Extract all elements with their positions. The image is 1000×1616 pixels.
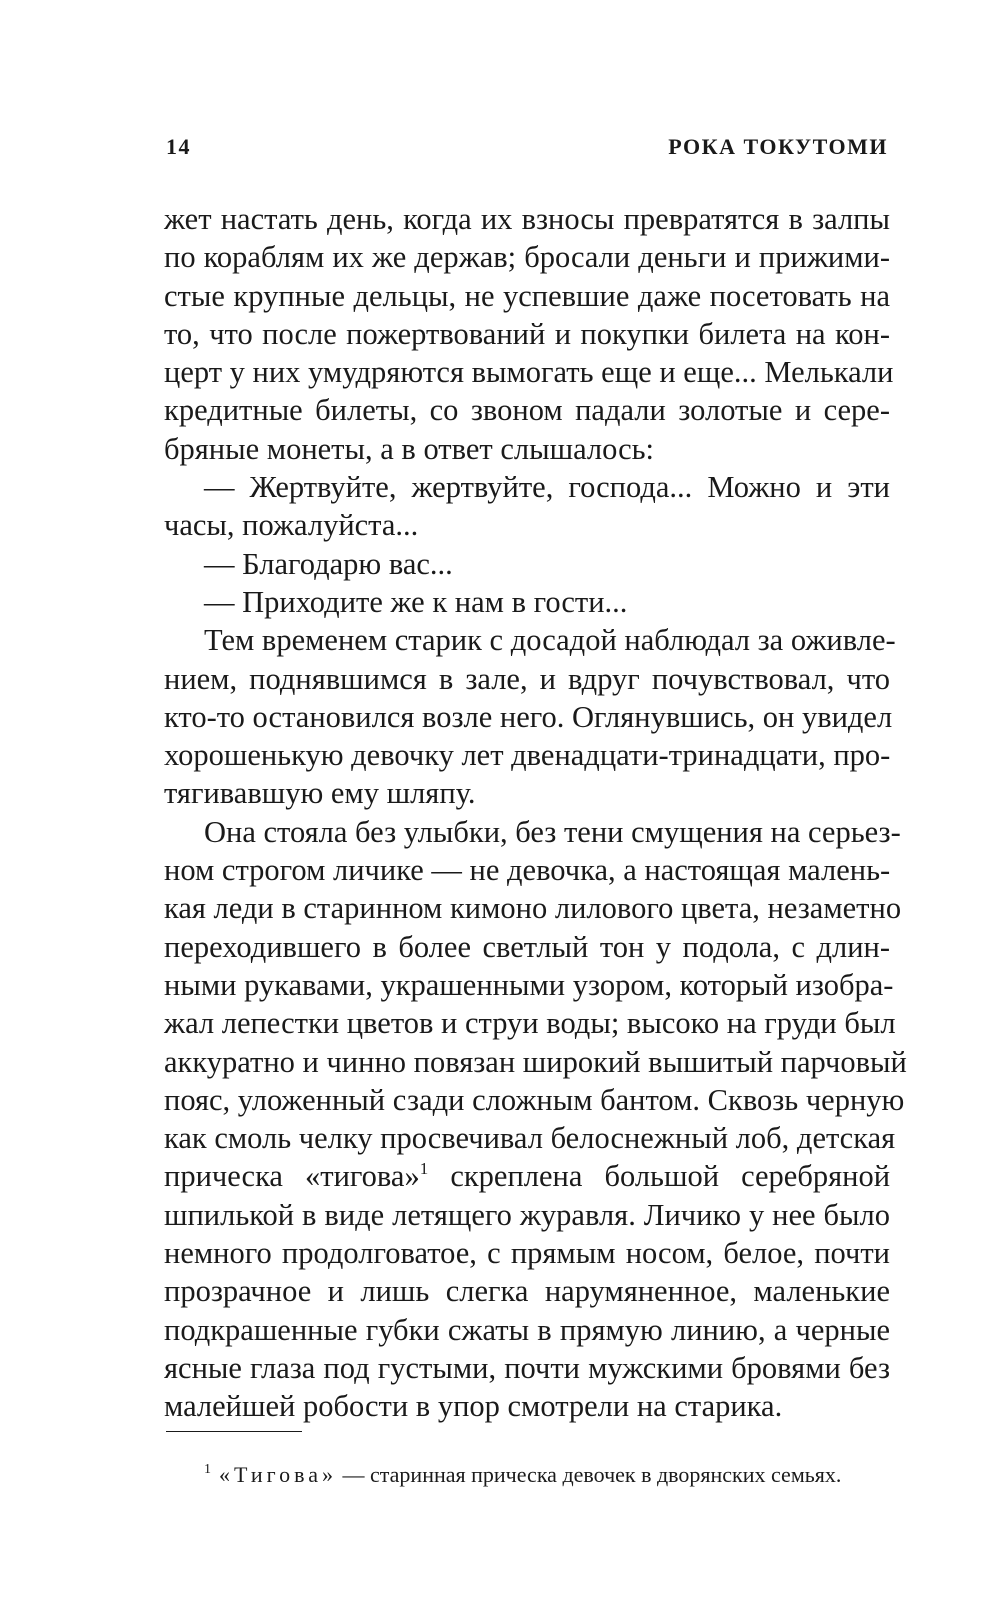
- footnote-divider: [166, 1431, 302, 1432]
- running-title: РОКА ТОКУТОМИ: [668, 134, 888, 159]
- paragraph-start: Тем временем старик с досадой наблюдал за оживле-: [204, 623, 896, 658]
- text-fragment: скреплена большой серебряной: [450, 1159, 891, 1194]
- paragraph-start: Она стояла без улыбки, без тени смущения на серьез-: [204, 814, 901, 849]
- text-line: кредитные билеты, со звоном падали золотые и сере-: [164, 393, 890, 428]
- text-line: переходившего в более светлый тон у подола, с длин-: [164, 929, 890, 964]
- dialogue-line: — Приходите же к нам в гости...: [204, 584, 628, 619]
- text-line: ными рукавами, украшенными узором, который изобра-: [164, 967, 894, 1002]
- text-line-with-footnote: [164, 1157, 890, 1195]
- text-line: церт у них умудряются вымогать еще и еще... Мелькали: [164, 355, 894, 390]
- text-line: ном строгом личике — не девочка, а настоящая малень-: [164, 853, 891, 888]
- text-line: жет настать день, когда их взносы превратятся в залпы: [164, 202, 890, 236]
- text-line: как смоль челку просвечивал белоснежный лоб, детская: [164, 1121, 896, 1156]
- text-line: по кораблям их же держав; бросали деньги и прижими-: [164, 240, 890, 275]
- body-text: [164, 200, 907, 1426]
- text-line: кто-то остановился возле него. Оглянувшись, он увидел: [164, 699, 893, 734]
- footnote: [204, 1461, 894, 1489]
- footnote-reference[interactable]: 1: [419, 1159, 429, 1179]
- footnote-text: — старинная прическа девочек в дворянских семьях.: [342, 1462, 842, 1487]
- text-line: немного продолговатое, с прямым носом, белое, почти: [164, 1236, 890, 1271]
- text-line: бряные монеты, а в ответ слышалось:: [164, 431, 655, 466]
- dialogue-line: — Жертвуйте, жертвуйте, господа... Можно и эти: [204, 470, 890, 505]
- text-line: шпилькой в виде летящего журавля. Личико у нее было: [164, 1197, 890, 1232]
- text-line: кая леди в старинном кимоно лилового цвета, незаметно: [164, 891, 902, 926]
- text-line: часы, пожалуйста...: [164, 508, 419, 543]
- text-line: хорошенькую девочку лет двенадцати-тринадцати, про-: [164, 738, 891, 773]
- text-line: подкрашенные губки сжаты в прямую линию, а черные: [164, 1312, 890, 1347]
- footnote-marker: 1: [204, 1462, 211, 1477]
- text-line: жал лепестки цветов и струи воды; высоко на груди был: [164, 1006, 896, 1041]
- running-head: [166, 134, 888, 160]
- text-line: нием, поднявшимся в зале, и вдруг почувствовал, что: [164, 661, 890, 696]
- text-line: ясные глаза под густыми, почти мужскими бровями без: [164, 1350, 890, 1385]
- text-fragment: прическа «тигова»: [164, 1159, 420, 1194]
- text-line: стые крупные дельцы, не успевшие даже посетовать на: [164, 278, 890, 313]
- text-line: то, что после пожертвований и покупки билета на кон-: [164, 316, 890, 351]
- text-line: малейшей робости в упор смотрели на старика.: [164, 1389, 783, 1424]
- text-line: прозрачное и лишь слегка нарумяненное, маленькие: [164, 1274, 890, 1309]
- page-number: 14: [166, 134, 191, 159]
- footnote-term: «Тигова»: [219, 1462, 338, 1487]
- dialogue-line: — Благодарю вас...: [204, 546, 453, 581]
- text-line: пояс, уложенный сзади сложным бантом. Сквозь черную: [164, 1082, 905, 1117]
- text-line: аккуратно и чинно повязан широкий вышитый парчовый: [164, 1044, 907, 1079]
- text-line: тягивавшую ему шляпу.: [164, 776, 476, 811]
